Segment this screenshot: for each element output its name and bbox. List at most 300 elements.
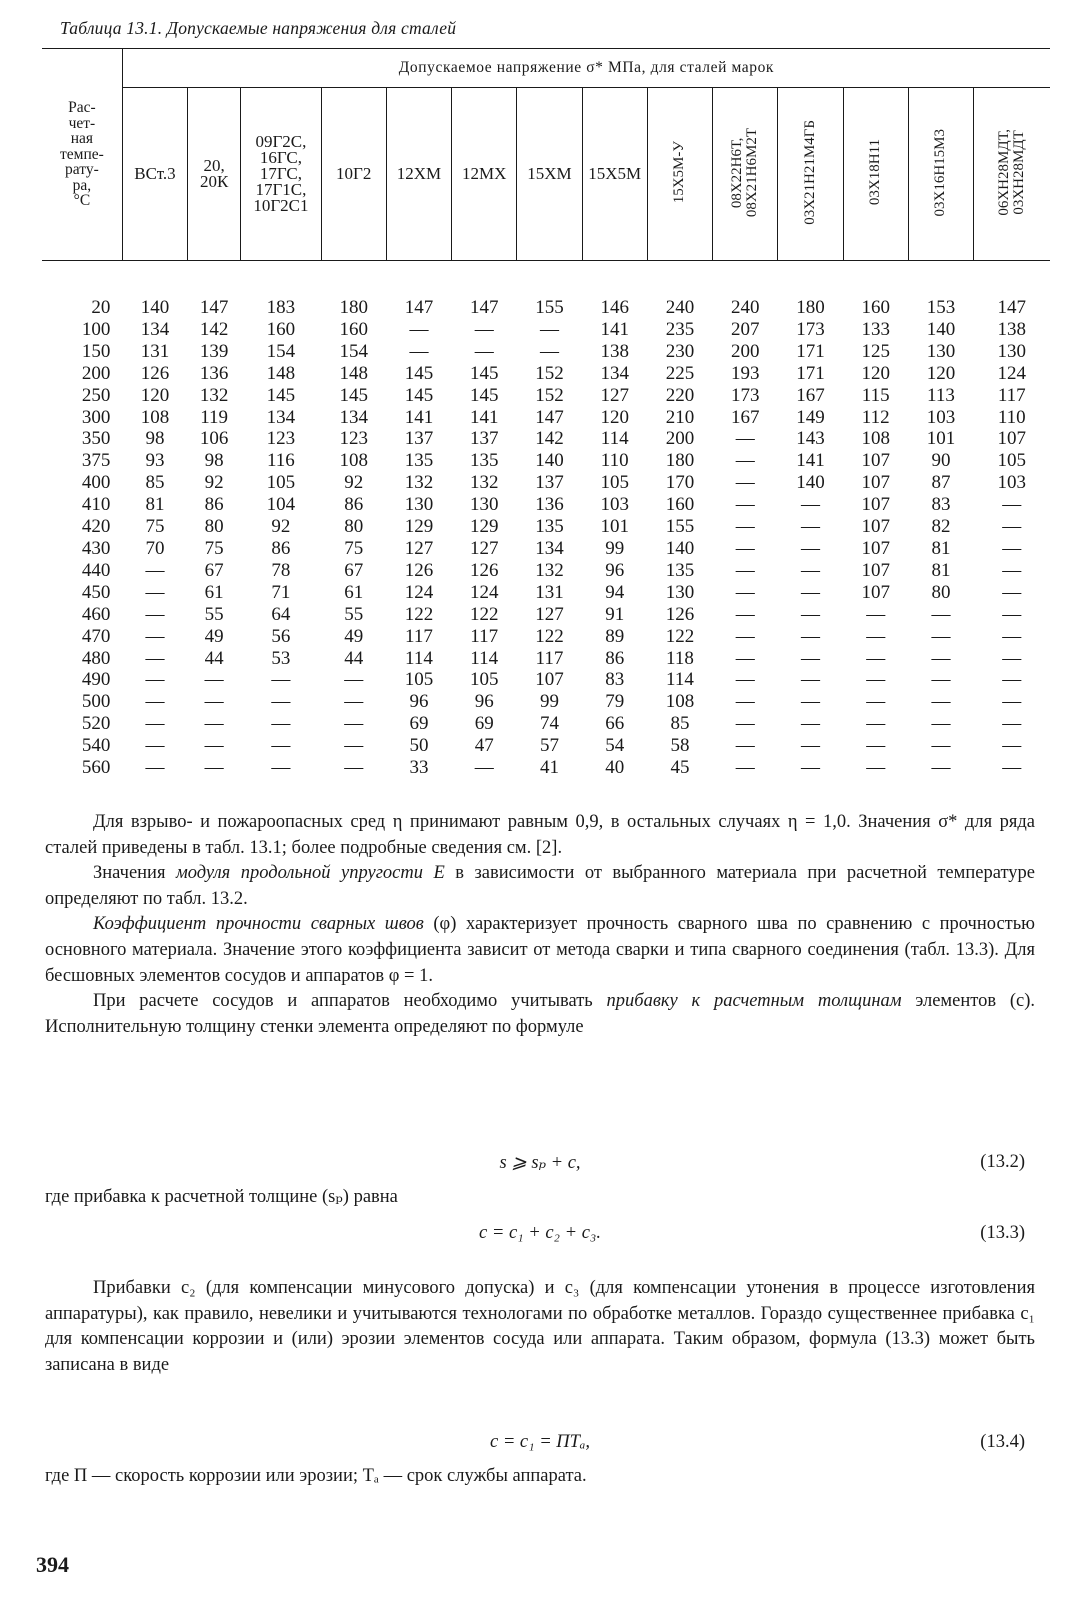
stress-cell: 44 (344, 647, 364, 669)
steel-header (321, 88, 386, 261)
stress-cell: 47 (474, 735, 494, 757)
stress-cell: 64 (271, 603, 291, 625)
stress-cell: 154 (266, 340, 296, 362)
stress-cell: — (735, 537, 755, 559)
stress-cell: 126 (140, 362, 170, 384)
stress-cell: 130 (469, 494, 499, 516)
stress-cell: — (931, 669, 951, 691)
stress-cell: 114 (470, 647, 499, 669)
stress-cell: 91 (605, 603, 625, 625)
stress-cell: 142 (535, 428, 564, 450)
stress-cell: — (735, 494, 755, 516)
table-row (42, 363, 1050, 385)
paragraph-modulus-b: в зависимости от выбранного материала при расчетной температуре определяют по табл. 13.2. (45, 863, 1035, 909)
stress-cell: 67 (344, 559, 364, 581)
stress-cell: — (800, 581, 820, 603)
stress-cell: 113 (927, 384, 955, 406)
stress-cell: — (735, 581, 755, 603)
paragraph-modulus (45, 861, 1035, 912)
temperature-cell: 410 (81, 494, 111, 516)
stress-cell: — (271, 735, 291, 757)
table-row (42, 713, 1050, 735)
steel-header-label: 20, 20К (199, 156, 229, 191)
stress-cell: — (931, 713, 951, 735)
temperature-cell: 150 (81, 340, 111, 362)
stress-cell: 33 (409, 757, 429, 779)
temperature-cell: 430 (81, 537, 111, 559)
temperature-cell: 480 (81, 647, 111, 669)
stress-cell: 140 (926, 318, 956, 340)
stress-cell: 105 (404, 669, 434, 691)
stress-cell: — (800, 537, 820, 559)
stress-cell: 160 (339, 318, 368, 340)
stress-cell: 78 (271, 559, 291, 581)
steel-header-label: 03Х16Н15М3 (932, 128, 949, 217)
steel-header (517, 88, 582, 261)
stress-cell: — (735, 757, 755, 779)
term-modulus: модуля продольной упругости E (175, 863, 445, 884)
stress-cell: 132 (469, 472, 499, 494)
paragraph-weld (45, 912, 1035, 989)
stress-cell: 148 (339, 362, 368, 384)
stress-cell: 122 (665, 625, 695, 647)
table-row (42, 516, 1050, 538)
stress-cell: — (866, 647, 886, 669)
stress-cell: 130 (665, 581, 695, 603)
stress-cell: 141 (600, 318, 629, 340)
paragraph-legend: где Π — скорость коррозии или эрозии; Tₐ — срок службы аппарата. (45, 1466, 587, 1486)
table-row (42, 494, 1050, 516)
stress-cell: 147 (404, 297, 434, 318)
stress-cell: — (145, 735, 165, 757)
stress-cell: 86 (271, 537, 291, 559)
stress-cell: — (271, 669, 291, 691)
formula-13-2 (45, 1152, 1035, 1176)
temperature-cell: 440 (81, 559, 111, 581)
stress-cell: — (800, 647, 820, 669)
stress-cell: 44 (204, 647, 224, 669)
stress-cell: 82 (931, 516, 951, 538)
stress-cell: — (271, 713, 291, 735)
formula-13-3 (45, 1223, 1035, 1247)
temperature-header-line: темпе- (60, 145, 104, 163)
stress-cell: 86 (204, 494, 224, 516)
stress-cell: 107 (535, 669, 564, 691)
temperature-header-text (42, 100, 122, 209)
stress-cell: 134 (140, 318, 170, 340)
table-row (42, 604, 1050, 626)
stress-cell: — (145, 691, 165, 713)
table-row (42, 735, 1050, 757)
steel-header (778, 88, 843, 261)
stress-cell: 87 (931, 472, 951, 494)
stress-cell: 137 (404, 428, 434, 450)
stress-cell: 103 (926, 406, 956, 428)
steel-header (122, 88, 187, 261)
table-row (42, 385, 1050, 407)
stress-cell: 50 (409, 735, 429, 757)
stress-cell: 180 (796, 297, 825, 318)
stress-cell: 108 (665, 691, 695, 713)
steel-header (713, 88, 778, 261)
stress-cell: 107 (861, 472, 890, 494)
stress-cell: — (1002, 559, 1022, 581)
temperature-cell: 20 (91, 297, 111, 318)
steel-header-label: 08Х22Н6Т, 08Х21Н6М2Т (729, 127, 761, 218)
paragraph-allowances-c: Прибавки c₂ (для компенсации минусового допуска) и c₃ (для компенсации утонения в процессе изготовления аппаратуры), как правило, невелики и учитываются технологами по обработке металлов. Гораздо существеннее прибавка c₁ для компенсации коррозии и (или) эрозии элементов сосуда или аппарата. Таким образом, формула (13.3) может быть записана в виде (45, 1278, 1035, 1375)
temperature-cell: 250 (81, 384, 111, 406)
term-weld-strength: Коэффициент прочности сварных швов (93, 914, 424, 935)
stress-cell: — (271, 757, 291, 779)
stress-cell: — (271, 691, 291, 713)
stress-cell: — (539, 340, 559, 362)
temperature-cell: 540 (81, 735, 111, 757)
stress-cell: 173 (730, 384, 760, 406)
table-caption: Таблица 13.1. Допускаемые напряжения для сталей (60, 18, 457, 38)
stress-cell: 83 (605, 669, 625, 691)
steel-header-label: 15ХМ (527, 164, 572, 183)
stress-cell: — (1002, 516, 1022, 538)
stress-cell: 139 (199, 340, 229, 362)
stress-cell: 103 (997, 472, 1027, 494)
formula-13-2-expression: s ⩾ sₚ + c, (499, 1153, 581, 1173)
stress-cell: 131 (140, 340, 170, 362)
stress-cell: 74 (539, 713, 559, 735)
paragraph-allowance-b: элементов (c). Исполнительную толщину стенки элемента определяют по формуле (45, 991, 1036, 1037)
stress-cell: 130 (997, 340, 1027, 362)
stress-cell: — (800, 516, 820, 538)
stress-cell: 69 (474, 713, 494, 735)
table-row (42, 319, 1050, 341)
stress-cell: 171 (796, 362, 825, 384)
stress-cell: 70 (145, 537, 165, 559)
stress-cell: 114 (666, 669, 694, 691)
stress-cell: — (1002, 494, 1022, 516)
stress-cell: 131 (535, 581, 564, 603)
stress-cell: — (1002, 757, 1022, 779)
temperature-cell: 375 (81, 450, 111, 472)
paragraph-allowance (45, 989, 1035, 1040)
stress-cell: 112 (861, 406, 890, 428)
temperature-cell: 500 (81, 691, 111, 713)
term-allowance: прибавку к расчетным толщинам (606, 991, 902, 1012)
temperature-header (42, 49, 122, 261)
text-block-4 (45, 1464, 1035, 1490)
table-row (42, 261, 1050, 319)
temperature-header-line: °C (73, 192, 91, 210)
stress-cell: 145 (339, 384, 368, 406)
stress-cell: 154 (339, 340, 368, 362)
stress-cell: 108 (140, 406, 170, 428)
stress-cell: — (800, 494, 820, 516)
stress-cell: 110 (600, 450, 629, 472)
stress-cell: 235 (665, 318, 695, 340)
stress-cell: 134 (266, 406, 296, 428)
stress-cell: 152 (535, 362, 564, 384)
stress-cell: 141 (796, 450, 825, 472)
stress-cell: 137 (469, 428, 499, 450)
stress-cell: 41 (539, 757, 559, 779)
stress-cell: 99 (539, 691, 559, 713)
stress-cell: 120 (600, 406, 629, 428)
stress-cell: 127 (535, 603, 564, 625)
stress-cell: 132 (199, 384, 229, 406)
stress-cell: — (735, 472, 755, 494)
stress-cell: 117 (405, 625, 433, 647)
stress-cell: — (409, 340, 429, 362)
stress-cell: 122 (404, 603, 434, 625)
stress-cell: — (931, 691, 951, 713)
table-row (42, 757, 1050, 779)
stress-cell: 69 (409, 713, 429, 735)
stress-cell: — (735, 691, 755, 713)
stress-cell: — (344, 691, 364, 713)
stress-cell: — (1002, 713, 1022, 735)
stress-cell: 124 (404, 581, 434, 603)
stress-cell: 220 (665, 384, 695, 406)
text-block-3 (45, 1276, 1035, 1378)
stress-cell: 240 (730, 297, 760, 318)
temperature-cell: 450 (81, 581, 111, 603)
stress-cell: — (866, 603, 886, 625)
stress-cell: 92 (344, 472, 364, 494)
stress-cell: 170 (665, 472, 695, 494)
temperature-cell: 200 (81, 362, 111, 384)
stress-cell: 40 (605, 757, 625, 779)
stress-cell: 110 (997, 406, 1026, 428)
stress-cell: 132 (535, 559, 564, 581)
paragraph-weld-b: (φ) характеризует прочность сварного шва по сравнению с прочностью основного материала. Значение этого коэффициента зависит от метода сварки и типа сварного соединения (табл. 13.3). Для бесшовных элементов сосудов и аппаратов φ = 1. (45, 914, 1035, 986)
stress-cell: 98 (204, 450, 224, 472)
stress-cell: 193 (730, 362, 760, 384)
temperature-header-line: чет- (68, 114, 96, 132)
temperature-cell: 100 (81, 318, 111, 340)
stress-cell: — (735, 559, 755, 581)
stress-cell: 120 (140, 384, 170, 406)
stress-cell: 117 (470, 625, 499, 647)
stress-cell: 135 (469, 450, 499, 472)
stress-cell: 107 (861, 581, 890, 603)
steel-header-row (42, 88, 1050, 261)
stress-cell: — (1002, 669, 1022, 691)
stress-cell: 173 (796, 318, 825, 340)
stress-cell: 49 (204, 625, 224, 647)
stress-cell: 129 (469, 516, 499, 538)
stress-cell: 136 (199, 362, 229, 384)
text-block-2 (45, 1185, 1035, 1211)
stress-cell: — (800, 757, 820, 779)
stress-cell: 147 (199, 297, 229, 318)
stress-cell: — (866, 691, 886, 713)
stress-cell: — (1002, 647, 1022, 669)
steel-header (908, 88, 973, 261)
stress-cell: 108 (339, 450, 368, 472)
stress-cell: 143 (796, 428, 825, 450)
stress-cell: 200 (665, 428, 695, 450)
stress-cell: 105 (469, 669, 499, 691)
stress-cell: 81 (931, 559, 951, 581)
stress-cell: — (1002, 735, 1022, 757)
stress-cell: 106 (199, 428, 229, 450)
stress-cell: 55 (344, 603, 364, 625)
stress-cell: — (145, 559, 165, 581)
formula-13-2-number: (13.2) (980, 1152, 1025, 1172)
stress-cell: — (204, 713, 224, 735)
stress-cell: 86 (344, 494, 364, 516)
stress-cell: 142 (199, 318, 229, 340)
stress-cell: 141 (404, 406, 434, 428)
temperature-cell: 420 (81, 516, 111, 538)
stress-cell: — (866, 735, 886, 757)
stress-cell: 80 (344, 516, 364, 538)
stress-cell: 126 (665, 603, 695, 625)
stress-cell: — (931, 647, 951, 669)
stress-cell: 127 (404, 537, 434, 559)
table-row (42, 341, 1050, 363)
stress-cell: 210 (665, 406, 695, 428)
stress-cell: 54 (605, 735, 625, 757)
stress-cell: 58 (670, 735, 690, 757)
steel-header (386, 88, 451, 261)
stress-cell: — (1002, 581, 1022, 603)
stress-cell: — (800, 669, 820, 691)
stress-cell: 127 (600, 384, 629, 406)
table-row (42, 669, 1050, 691)
stress-cell: 137 (535, 472, 564, 494)
temperature-header-line: рату- (65, 161, 99, 179)
stress-cell: 93 (145, 450, 165, 472)
stress-cell: — (735, 669, 755, 691)
temperature-cell: 350 (81, 428, 111, 450)
stress-cell: 96 (605, 559, 625, 581)
steel-header-label: 10Г2 (336, 164, 372, 183)
stress-cell: 71 (271, 581, 291, 603)
stress-cell: 180 (665, 450, 695, 472)
steel-header (582, 88, 647, 261)
stress-cell: 147 (469, 297, 499, 318)
stress-cell: 160 (266, 318, 296, 340)
stress-cell: 148 (266, 362, 296, 384)
stress-cell: 135 (404, 450, 434, 472)
steel-header (974, 88, 1050, 261)
stress-cell: 120 (926, 362, 956, 384)
stress-cell: — (866, 757, 886, 779)
stress-cell: 122 (469, 603, 499, 625)
stress-cell: 145 (469, 384, 499, 406)
steel-header-label: 12ХМ (396, 164, 442, 183)
stress-cell: 160 (861, 297, 890, 318)
paragraph-modulus-a: Значения (93, 863, 176, 884)
stress-cell: 107 (861, 450, 890, 472)
temperature-cell: 400 (81, 472, 111, 494)
stress-cell: 81 (145, 494, 165, 516)
stress-cell: 180 (339, 297, 368, 318)
table-body (42, 261, 1050, 779)
stress-cell: 141 (469, 406, 499, 428)
stress-cell: 167 (730, 406, 760, 428)
stress-cell: — (800, 603, 820, 625)
stress-cell: 130 (404, 494, 434, 516)
stress-cell: — (931, 757, 951, 779)
stress-cell: 135 (665, 559, 695, 581)
stress-cell: 155 (535, 297, 564, 318)
stress-cell: 45 (670, 757, 690, 779)
stress-cell: 147 (997, 297, 1027, 318)
stress-cell: 55 (204, 603, 224, 625)
temperature-cell: 470 (81, 625, 111, 647)
stress-cell: 114 (600, 428, 629, 450)
stress-cell: 104 (266, 494, 296, 516)
stress-cell: 119 (200, 406, 229, 428)
stress-cell: 132 (404, 472, 434, 494)
stress-cell: — (866, 713, 886, 735)
stress-cell: 149 (796, 406, 825, 428)
stress-cell: 120 (861, 362, 890, 384)
formula-13-3-number: (13.3) (980, 1223, 1025, 1243)
stress-cell: 145 (404, 362, 434, 384)
table-row (42, 538, 1050, 560)
stress-cell: — (409, 318, 429, 340)
stress-cell: 152 (535, 384, 564, 406)
stress-cell: 80 (931, 581, 951, 603)
stress-cell: — (800, 735, 820, 757)
stress-cell: 85 (670, 713, 690, 735)
stress-cell: 171 (796, 340, 825, 362)
stress-cell: — (735, 450, 755, 472)
stress-cell: 67 (204, 559, 224, 581)
stress-group-header: Допускаемое напряжение σ* МПа, для сталей марок (122, 49, 1050, 88)
stress-cell: 90 (931, 450, 951, 472)
paragraph-allowance-a: При расчете сосудов и аппаратов необходимо учитывать (93, 991, 607, 1012)
stress-cell: 105 (600, 472, 629, 494)
stress-cell: 145 (266, 384, 296, 406)
stress-cell: 129 (404, 516, 434, 538)
stress-cell: — (344, 713, 364, 735)
stress-cell: — (1002, 603, 1022, 625)
stress-cell: — (866, 669, 886, 691)
stress-cell: — (735, 625, 755, 647)
steel-header (843, 88, 908, 261)
stress-cell: 123 (339, 428, 368, 450)
stress-cell: 127 (469, 537, 499, 559)
stress-cell: 98 (145, 428, 165, 450)
stress-cell: 118 (666, 647, 694, 669)
table-row (42, 428, 1050, 450)
stress-cell: 83 (931, 494, 951, 516)
stress-cell: 105 (997, 450, 1027, 472)
stress-cell: 105 (266, 472, 296, 494)
stress-cell: 140 (796, 472, 825, 494)
stress-cell: 200 (730, 340, 760, 362)
stress-cell: 85 (145, 472, 165, 494)
stress-cell: 92 (271, 516, 291, 538)
stress-cell: 117 (997, 384, 1026, 406)
stress-cell: 107 (861, 494, 890, 516)
stress-cell: 101 (600, 516, 629, 538)
stress-cell: 80 (204, 516, 224, 538)
paragraph-eta: Для взрыво- и пожароопасных сред η принимают равным 0,9, в остальных случаях η = 1,0. Значения σ* для ряда сталей приведены в табл. 13.1; более подробные сведения см. [2]. (45, 812, 1035, 858)
stress-cell: 135 (535, 516, 564, 538)
stress-cell: 94 (605, 581, 625, 603)
stress-cell: 167 (796, 384, 825, 406)
stress-cell: 140 (665, 537, 695, 559)
stress-cell: — (145, 713, 165, 735)
stress-cell: — (735, 428, 755, 450)
steel-header (647, 88, 712, 261)
stress-cell: 49 (344, 625, 364, 647)
stress-cell: 134 (600, 362, 629, 384)
temperature-cell: 460 (81, 603, 111, 625)
